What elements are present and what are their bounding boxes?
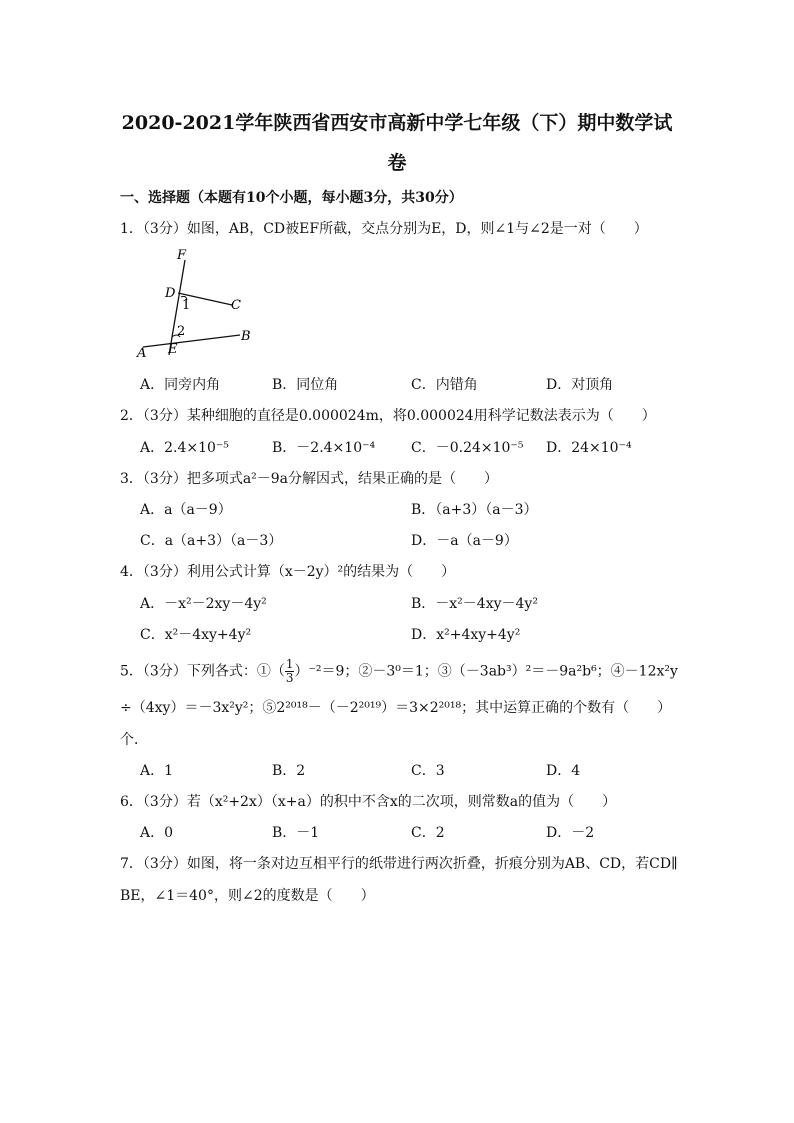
question-4-text: 4．（3分）利用公式计算（x－2y）²的结果为（ ） [120, 564, 456, 580]
question-2-text: 2．（3分）某种细胞的直径是0.000024m，将0.000024用科学记数法表示为（ ） [120, 408, 656, 424]
q3-option-b: B．（a+3）（a－3） [411, 502, 538, 518]
q6-option-a: A．0 [140, 825, 174, 841]
q4-option-a: A．－x²－2xy－4y² [140, 596, 267, 612]
q6-option-b: B．－1 [272, 825, 320, 841]
q6-option-d: D．－2 [546, 825, 595, 841]
q5-option-b: B．2 [272, 763, 306, 779]
q1-option-b: B．同位角 [272, 377, 339, 393]
exam-title-line1: 2020-2021学年陕西省西安市高新中学七年级（下）期中数学试 [121, 112, 673, 134]
label-a: A [137, 346, 147, 361]
q2-option-b: B．－2.4×10⁻⁴ [272, 440, 376, 456]
q5-line1-pre: 5．（3分）下列各式：①（ [120, 663, 285, 680]
q5-option-c: C．3 [411, 763, 445, 779]
q2-option-a: A．2.4×10⁻⁵ [140, 440, 229, 456]
question-5-line2: ÷（4xy）＝－3x²y²；⑤2²⁰¹⁸－（－2²⁰¹⁹）＝3×2²⁰¹⁸；其中运算正确的个数有（ ） [120, 700, 672, 716]
question-7-line2: BE，∠1＝40°，则∠2的度数是（ ） [120, 888, 375, 904]
q5-option-a: A．1 [140, 763, 174, 779]
q3-option-c: C．a（a+3）（a－3） [140, 533, 283, 549]
question-7-line1: 7．（3分）如图，将一条对边互相平行的纸带进行两次折叠，折痕分别为AB、CD，若CD∥ [120, 856, 678, 872]
line-ab [143, 335, 240, 347]
q1-option-d: D．对顶角 [546, 377, 614, 393]
exam-title-line2: 卷 [387, 152, 407, 174]
fraction-numerator: 1 [285, 657, 294, 671]
q6-option-c: C．2 [411, 825, 445, 841]
question-3-text: 3．（3分）把多项式a²－9a分解因式，结果正确的是（ ） [120, 471, 499, 487]
q1-option-a: A．同旁内角 [140, 377, 221, 393]
question-1-text: 1．（3分）如图，AB，CD被EF所截，交点分别为E，D，则∠1与∠2是一对（ ） [120, 221, 648, 237]
q4-option-c: C．x²－4xy+4y² [140, 627, 252, 643]
label-c: C [231, 298, 241, 313]
fraction-denominator: 3 [285, 671, 294, 685]
section-heading: 一、选择题（本题有10个小题，每小题3分，共30分） [120, 190, 463, 206]
q5-option-d: D．4 [546, 763, 581, 779]
question-5-line1 [120, 658, 678, 685]
label-angle-1: 1 [182, 298, 191, 313]
q4-option-b: B．－x²－4xy－4y² [411, 596, 538, 612]
question-6-text: 6．（3分）若（x²+2x）（x+a）的积中不含x的二次项，则常数a的值为（ ） [120, 794, 617, 810]
q3-option-a: A．a（a－9） [140, 502, 232, 518]
q5-line1-post: ）⁻²＝9；②－3⁰＝1；③（－3ab³）²＝－9a²b⁶；④－12x²y [294, 663, 678, 680]
question-5-line3: 个． [120, 732, 148, 748]
q4-option-d: D．x²+4xy+4y² [411, 627, 521, 643]
q2-option-d: D．24×10⁻⁴ [546, 440, 632, 456]
label-b: B [241, 329, 251, 344]
q2-option-c: C．－0.24×10⁻⁵ [411, 440, 524, 456]
label-e: E [168, 342, 178, 357]
question-1-figure [135, 245, 270, 365]
label-angle-2: 2 [177, 324, 186, 339]
label-d: D [165, 286, 176, 301]
q3-option-d: D．－a（a－9） [411, 533, 518, 549]
label-f: F [177, 248, 187, 263]
q1-option-c: C．内错角 [411, 377, 478, 393]
